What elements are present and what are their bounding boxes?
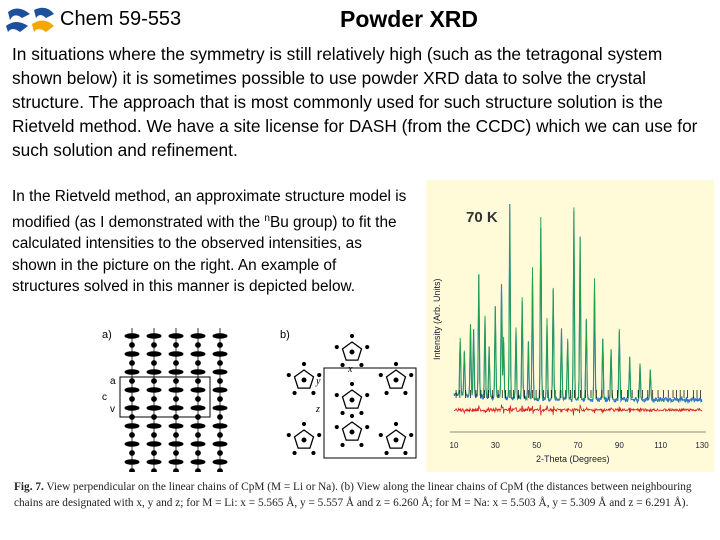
hydrogen-atom (385, 451, 388, 454)
metal-atom (174, 343, 179, 348)
cp-ring-edge (213, 370, 227, 374)
cp-ring-edge (169, 406, 183, 410)
course-code: Chem 59-553 (60, 8, 182, 30)
metal-atom (152, 433, 157, 438)
cp-ring-edge (191, 406, 205, 410)
rietveld-text-2: Bu group) to fit the calculated intensities to the observed intensities, as shown in the picture on the right. An example of structures solved in this manner is depicted below. (12, 213, 397, 296)
hydrogen-atom (312, 451, 315, 454)
metal-atom (218, 361, 223, 366)
hydrogen-atom (287, 373, 290, 376)
cp-ring-edge (169, 460, 183, 464)
metal-atom (196, 469, 201, 472)
cp-ring-edge (125, 424, 139, 428)
metal-atom (196, 361, 201, 366)
x-tick-label: 10 (449, 441, 459, 450)
metal-atom (130, 451, 135, 456)
caption-label: Fig. 7. (14, 481, 44, 493)
metal-atom (218, 433, 223, 438)
metal-atom (218, 469, 223, 472)
cp-ring-edge (125, 406, 139, 410)
x-tick-label: 50 (532, 441, 542, 450)
cp-ring-edge (169, 352, 183, 356)
cp-ring-edge (213, 334, 227, 338)
rietveld-superscript: n (264, 212, 270, 224)
hydrogen-atom (410, 433, 413, 436)
cyclopentadienyl-rings-view (287, 334, 413, 454)
cp-ring-edge (125, 460, 139, 464)
university-logo (4, 6, 56, 36)
rietveld-text-1: In the Rietveld method, an approximate structure model is modified (as I demonstrated with the (12, 188, 407, 231)
y-axis-label: Intensity (Arb. Units) (432, 278, 442, 360)
cp-ring-edge (213, 352, 227, 356)
cp-ring-edge (147, 352, 161, 356)
hydrogen-atom (379, 373, 382, 376)
cp-ring-edge (125, 352, 139, 356)
cp-ring-edge (213, 442, 227, 446)
crystal-structure-figure (12, 322, 424, 472)
x-tick-label: 70 (573, 441, 583, 450)
hydrogen-atom (410, 373, 413, 376)
metal-atom (350, 398, 354, 402)
distance-y-label: y (316, 376, 321, 387)
metal-atom (218, 397, 223, 402)
hydrogen-atom (312, 391, 315, 394)
hydrogen-atom (350, 334, 353, 337)
hydrogen-atom (366, 345, 369, 348)
metal-atom (130, 361, 135, 366)
axis-a-label: a (110, 376, 116, 387)
metal-atom (130, 343, 135, 348)
metal-atom (196, 433, 201, 438)
hydrogen-atom (302, 422, 305, 425)
distance-z-label: z (316, 404, 320, 415)
metal-atom (174, 451, 179, 456)
metal-atom (218, 379, 223, 384)
metal-atom (130, 469, 135, 472)
x-tick-label: 130 (695, 441, 709, 450)
metal-atom (174, 397, 179, 402)
cp-ring-edge (147, 334, 161, 338)
hydrogen-atom (360, 443, 363, 446)
panel-a-label: a) (102, 329, 112, 341)
hydrogen-atom (394, 422, 397, 425)
cp-ring-edge (213, 460, 227, 464)
cp-ring-edge (125, 442, 139, 446)
axis-v-label: v (110, 404, 115, 415)
hydrogen-atom (335, 425, 338, 428)
cp-ring-edge (191, 352, 205, 356)
hydrogen-atom (287, 433, 290, 436)
hydrogen-atom (293, 391, 296, 394)
hydrogen-atom (394, 362, 397, 365)
metal-atom (130, 433, 135, 438)
hydrogen-atom (318, 433, 321, 436)
cp-ring-edge (169, 334, 183, 338)
cp-ring-edge (191, 388, 205, 392)
figure-caption (14, 480, 714, 511)
metal-atom (152, 451, 157, 456)
hydrogen-atom (404, 451, 407, 454)
hydrogen-atom (379, 433, 382, 436)
hydrogen-atom (335, 393, 338, 396)
cp-ring-edge (125, 370, 139, 374)
metal-atom (152, 379, 157, 384)
panel-b-label: b) (280, 329, 290, 341)
cp-ring-edge (147, 406, 161, 410)
hydrogen-atom (335, 345, 338, 348)
rietveld-paragraph (12, 186, 407, 298)
x-axis-label: 2-Theta (Degrees) (536, 454, 610, 464)
cp-ring-edge (191, 334, 205, 338)
x-tick-label: 90 (614, 441, 624, 450)
hydrogen-atom (341, 411, 344, 414)
metal-atom (174, 469, 179, 472)
metal-atom (196, 397, 201, 402)
hydrogen-atom (302, 362, 305, 365)
cp-ring-edge (169, 370, 183, 374)
cp-ring-edge (147, 442, 161, 446)
metal-atom (350, 430, 354, 434)
metal-atom (130, 397, 135, 402)
cp-ring-edge (125, 388, 139, 392)
metal-atom (196, 451, 201, 456)
cp-ring-edge (213, 406, 227, 410)
cp-ring-edge (213, 424, 227, 428)
cp-ring-edge (147, 460, 161, 464)
metal-atom (152, 469, 157, 472)
intro-paragraph: In situations where the symmetry is still relatively high (such as the tetragonal system shown below) it is sometimes possible to use powder XRD data to solve the crystal structure. The approach that is most commonly used for such structure solution is the Rietveld method. We have a site license for DASH (from the CCDC) which we can use for such solution and refinement. (12, 44, 698, 160)
metal-atom (196, 343, 201, 348)
cp-ring-edge (125, 334, 139, 338)
metal-atom (152, 397, 157, 402)
hydrogen-atom (293, 451, 296, 454)
metal-atom (394, 438, 398, 442)
cp-ring-edge (191, 460, 205, 464)
cp-ring-edge (169, 424, 183, 428)
cp-ring-edge (213, 388, 227, 392)
hydrogen-atom (350, 382, 353, 385)
hydrogen-atom (366, 425, 369, 428)
metal-atom (218, 415, 223, 420)
cp-ring-edge (147, 424, 161, 428)
cp-ring-edge (191, 442, 205, 446)
metal-atom (302, 438, 306, 442)
metal-atom (152, 361, 157, 366)
linear-chains-view (125, 328, 227, 472)
x-tick-label: 110 (654, 441, 668, 450)
metal-atom (152, 343, 157, 348)
cp-ring-edge (169, 442, 183, 446)
powder-xrd-chart (426, 180, 714, 472)
metal-atom (174, 361, 179, 366)
metal-atom (218, 343, 223, 348)
hydrogen-atom (350, 414, 353, 417)
metal-atom (394, 378, 398, 382)
slide-title: Powder XRD (340, 6, 479, 32)
caption-text: View perpendicular on the linear chains of CpM (M = Li or Na). (b) View along the linear chains of CpM (the distances between neighbouring chains are designated with x, y and z; for M = Li: x = 5.565 Å, y = 5.557 Å and z = 6.260 Å; for M = Na: x = 5.503 Å, y = 5.309 Å and z = 6.291 Å). (14, 481, 692, 509)
hydrogen-atom (360, 411, 363, 414)
metal-atom (174, 379, 179, 384)
hydrogen-atom (360, 363, 363, 366)
metal-atom (302, 378, 306, 382)
hydrogen-atom (404, 391, 407, 394)
hydrogen-atom (341, 363, 344, 366)
cp-ring-edge (147, 388, 161, 392)
x-tick-label: 30 (490, 441, 500, 450)
cp-ring-edge (191, 370, 205, 374)
metal-atom (196, 379, 201, 384)
metal-atom (174, 433, 179, 438)
metal-atom (130, 379, 135, 384)
hydrogen-atom (341, 443, 344, 446)
hydrogen-atom (366, 393, 369, 396)
distance-x-label: x (348, 364, 353, 375)
chart-temperature-label: 70 K (466, 209, 498, 226)
cp-ring-edge (169, 388, 183, 392)
cp-ring-edge (147, 370, 161, 374)
metal-atom (218, 451, 223, 456)
metal-atom (350, 350, 354, 354)
cp-ring-edge (191, 424, 205, 428)
axis-c-label: c (102, 392, 107, 403)
hydrogen-atom (385, 391, 388, 394)
